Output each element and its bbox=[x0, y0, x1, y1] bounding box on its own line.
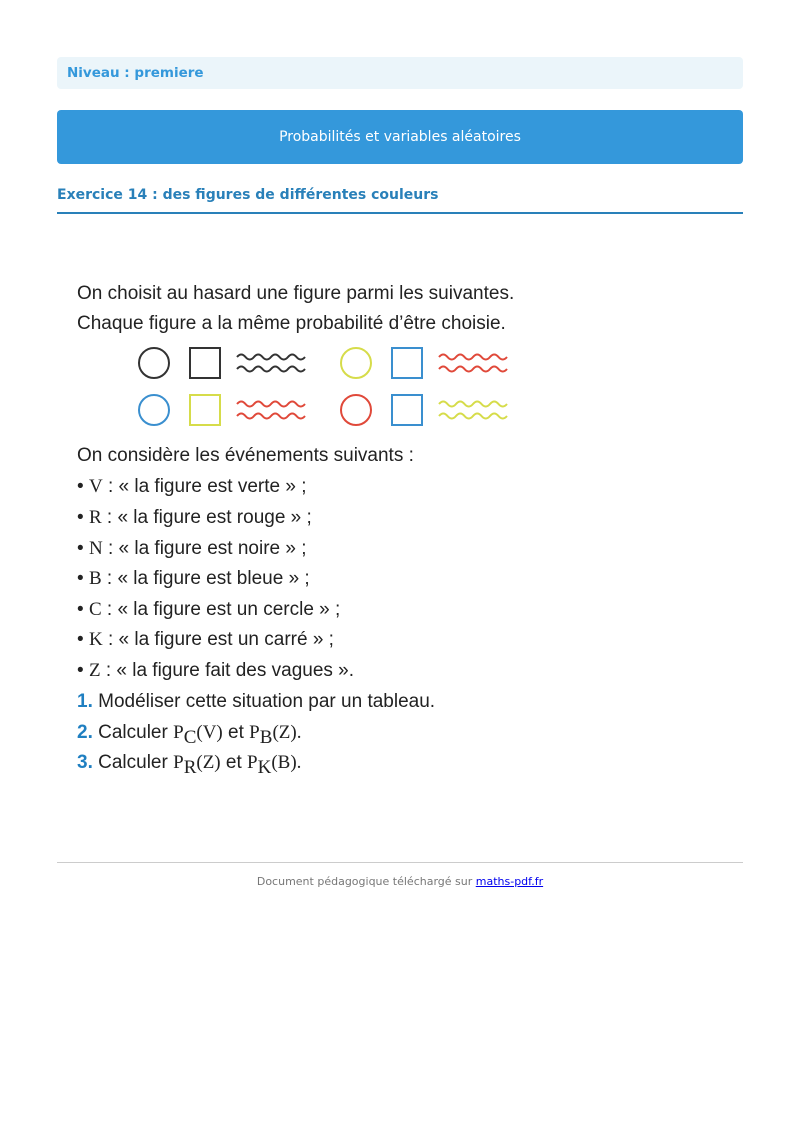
waves-figure bbox=[439, 355, 507, 372]
question-text: Calculer bbox=[92, 752, 174, 773]
question-number: 1. bbox=[77, 691, 93, 712]
conjunction: et bbox=[220, 752, 248, 773]
event-letter: R bbox=[88, 507, 102, 528]
event-item: • C : « la figure est un cercle » ; bbox=[77, 599, 341, 620]
question-3 bbox=[77, 752, 301, 779]
event-text: : « la figure est noire » ; bbox=[102, 538, 307, 559]
footer-link[interactable]: maths-pdf.fr bbox=[475, 875, 544, 888]
event-item: • R : « la figure est rouge » ; bbox=[77, 507, 312, 528]
event-text: : « la figure est un cercle » ; bbox=[101, 599, 341, 620]
circle-figure bbox=[341, 348, 371, 378]
event-item: • Z : « la figure fait des vagues ». bbox=[77, 660, 355, 681]
probability-symbol: P bbox=[249, 722, 260, 743]
event-letter: Z bbox=[88, 660, 101, 681]
footer bbox=[0, 875, 800, 888]
footer-divider bbox=[57, 862, 743, 863]
event-text: : « la figure est verte » ; bbox=[102, 476, 307, 497]
event-item: • K : « la figure est un carré » ; bbox=[77, 629, 334, 650]
question-number: 3. bbox=[77, 752, 93, 773]
question-number: 2. bbox=[77, 722, 93, 743]
probability-argument: (Z) bbox=[196, 752, 221, 773]
probability-subscript: K bbox=[257, 756, 272, 778]
event-item: • V : « la figure est verte » ; bbox=[77, 476, 307, 497]
square-figure bbox=[190, 348, 220, 378]
question-text: Modéliser cette situation par un tableau. bbox=[92, 691, 436, 712]
event-letter: V bbox=[88, 476, 103, 497]
event-text: : « la figure est un carré » ; bbox=[102, 629, 334, 650]
square-figure bbox=[392, 348, 422, 378]
event-letter: B bbox=[88, 568, 102, 589]
event-text: : « la figure est bleue » ; bbox=[101, 568, 310, 589]
question-1 bbox=[77, 691, 435, 713]
circle-figure bbox=[139, 348, 169, 378]
probability-symbol: P bbox=[247, 752, 258, 773]
circle-figure bbox=[341, 395, 371, 425]
probability-symbol: P bbox=[173, 722, 184, 743]
probability-subscript: C bbox=[183, 726, 197, 748]
square-figure bbox=[190, 395, 220, 425]
chapter-title: Probabilités et variables aléatoires bbox=[279, 129, 521, 145]
event-text: : « la figure fait des vagues ». bbox=[100, 660, 355, 681]
waves-figure bbox=[237, 402, 305, 419]
exercise-title-text: Exercice 14 : des figures de différentes couleurs bbox=[57, 187, 439, 203]
circle-figure bbox=[139, 395, 169, 425]
probability-argument: (Z). bbox=[272, 722, 302, 743]
event-letter: C bbox=[88, 599, 102, 620]
figures-grid bbox=[137, 344, 517, 426]
waves-figure bbox=[237, 355, 305, 372]
event-item: • B : « la figure est bleue » ; bbox=[77, 568, 310, 589]
question-text: Calculer bbox=[92, 722, 174, 743]
level-text: Niveau : premiere bbox=[67, 65, 204, 81]
intro-line-2: Chaque figure a la même probabilité d’être choisie. bbox=[77, 313, 506, 334]
probability-argument: (B). bbox=[271, 752, 302, 773]
conjunction: et bbox=[222, 722, 250, 743]
event-letter: N bbox=[88, 538, 103, 559]
question-2 bbox=[77, 722, 301, 749]
event-letter: K bbox=[88, 629, 103, 650]
exercise-title bbox=[57, 185, 743, 214]
probability-subscript: R bbox=[183, 756, 197, 778]
square-figure bbox=[392, 395, 422, 425]
event-item: • N : « la figure est noire » ; bbox=[77, 538, 307, 559]
probability-symbol: P bbox=[173, 752, 184, 773]
level-banner bbox=[57, 57, 743, 89]
waves-figure bbox=[439, 402, 507, 419]
probability-subscript: B bbox=[259, 726, 273, 748]
event-text: : « la figure est rouge » ; bbox=[101, 507, 312, 528]
events-intro: On considère les événements suivants : bbox=[77, 445, 414, 466]
footer-text: Document pédagogique téléchargé sur bbox=[256, 875, 476, 888]
probability-argument: (V) bbox=[196, 722, 223, 743]
chapter-banner bbox=[57, 110, 743, 164]
intro-line-1: On choisit au hasard une figure parmi les suivantes. bbox=[77, 283, 515, 304]
